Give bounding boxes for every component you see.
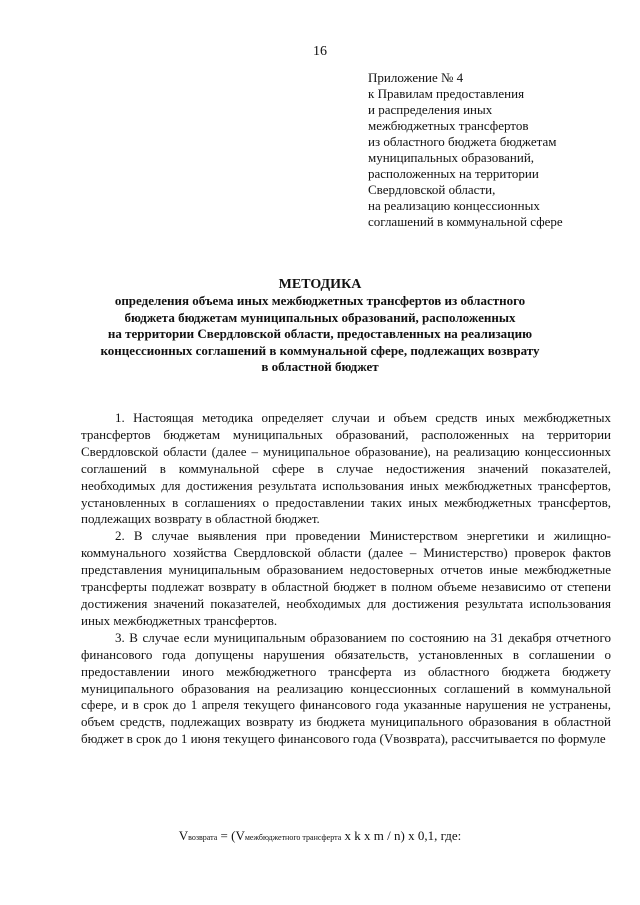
formula-transfer-subscript: межбюджетного трансферта <box>244 833 342 842</box>
document-subtitle <box>80 293 560 376</box>
subtitle-line: в областной бюджет <box>261 359 379 374</box>
appendix-block <box>368 70 618 230</box>
subtitle-line: на территории Свердловской области, предоставленных на реализацию <box>107 326 533 341</box>
appendix-line: муниципальных образований, <box>368 150 535 165</box>
appendix-line: межбюджетных трансфертов <box>368 118 529 133</box>
appendix-line: на реализацию концессионных <box>368 198 540 213</box>
paragraph-2: 2. В случае выявления при проведении Министерством энергетики и жилищно-коммунального хозяйства Свердловской области (далее – Министерство) проверок фактов представления муниципальным образованием недостоверных отчетов иные межбюджетные трансферты подлежат возврату в областной бюджет в полном объеме независимо от степени достижения значений показателей, необходимых для достижения результата использования иных межбюджетных трансфертов. <box>81 528 611 628</box>
subtitle-line: определения объема иных межбюджетных трансфертов из областного <box>114 293 526 308</box>
formula-eq: = (V <box>217 828 245 843</box>
formula-v: V <box>178 828 189 843</box>
formula-rest: x k x m / n) x 0,1, где: <box>341 828 462 843</box>
formula <box>0 828 640 844</box>
document-body <box>81 410 611 748</box>
paragraph-1: 1. Настоящая методика определяет случаи и объем средств иных межбюджетных трансфертов бюджетам муниципальных образований, расположенных на территории Свердловской области (далее – муниципальное образование), на реализацию концессионных соглашений в коммунальной сфере в случае недостижения значений показателей, необходимых для достижения результата использования иных межбюджетных трансфертов, установленных в соглашениях о предоставлении таких иных межбюджетных трансфертов, подлежащих возврату в областной бюджет. <box>81 410 611 527</box>
formula-v-subscript: возврата <box>188 833 218 842</box>
appendix-line: Свердловской области, <box>368 182 496 197</box>
subtitle-line: бюджета бюджетам муниципальных образований, расположенных <box>124 309 516 325</box>
page-number: 16 <box>313 44 327 59</box>
appendix-line: Приложение № 4 <box>368 70 464 85</box>
appendix-line: из областного бюджета бюджетам <box>368 134 557 149</box>
appendix-line: соглашений в коммунальной сфере <box>368 214 563 229</box>
appendix-line: к Правилам предоставления <box>368 86 525 101</box>
appendix-line: расположенных на территории <box>368 166 539 181</box>
appendix-line: и распределения иных <box>368 102 493 117</box>
paragraph-3: 3. В случае если муниципальным образованием по состоянию на 31 декабря отчетного финансового года допущены нарушения обязательств, установленных в соглашении о предоставлении иного межбюджетного трансферта из областного бюджета бюджету муниципального образования на реализацию концессионных соглашений в коммунальной сфере, и в срок до 1 апреля текущего финансового года указанные нарушения не устранены, объем средств, подлежащих возврату из бюджета муниципального образования в областной бюджет в срок до 1 июня текущего финансового года (Vвозврата), рассчитывается по формуле <box>81 629 611 747</box>
document-title: МЕТОДИКА <box>278 277 362 292</box>
subtitle-line: концессионных соглашений в коммунальной сфере, подлежащих возврату <box>100 342 540 358</box>
